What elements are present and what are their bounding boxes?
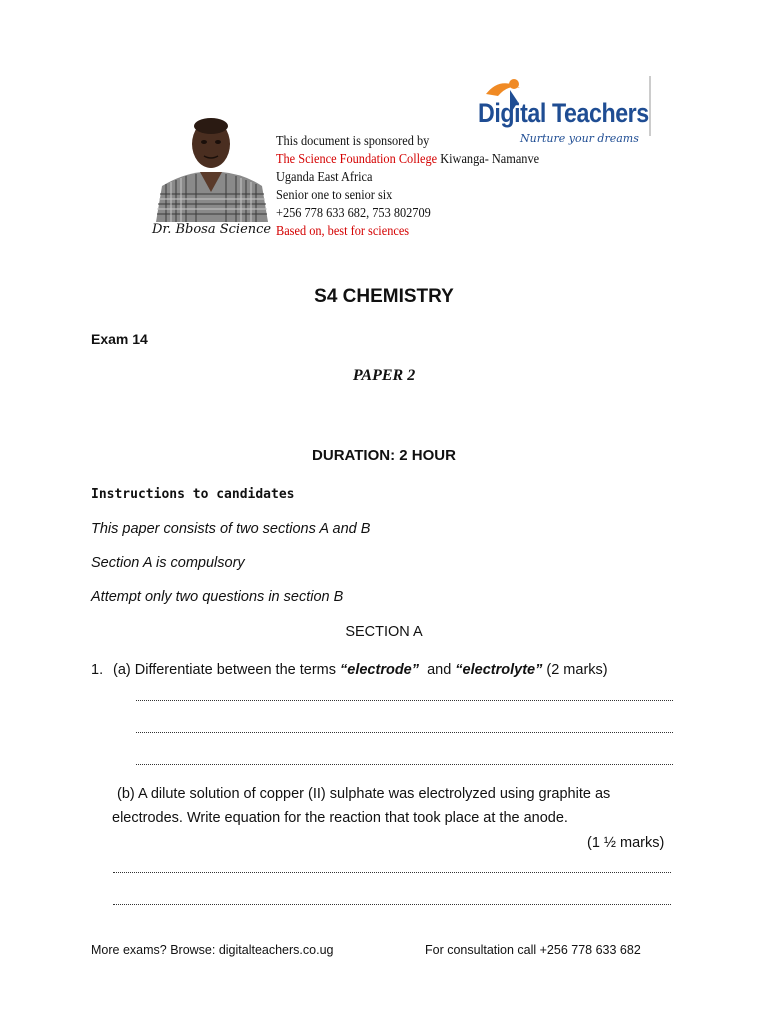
answer-line	[136, 700, 673, 701]
duration-label: DURATION: 2 HOUR	[312, 447, 456, 464]
author-photo	[152, 114, 270, 222]
logo-tagline: Nurture your dreams	[520, 132, 639, 145]
sponsor-slogan: Based on, best for sciences	[276, 224, 410, 239]
question-1a-prefix: (a) Differentiate between the terms	[113, 662, 341, 678]
sponsor-block	[276, 133, 539, 241]
subject-title: S4 CHEMISTRY	[314, 286, 454, 307]
question-1a	[113, 662, 608, 678]
question-1a-marks: (2 marks)	[546, 662, 608, 678]
sponsor-location: Kiwanga- Namanve	[440, 152, 540, 167]
footer-website: More exams? Browse: digitalteachers.co.ug	[91, 943, 334, 957]
question-1b-marks: (1 ½ marks)	[587, 835, 665, 851]
question-1b-line1: (b) A dilute solution of copper (II) sulphate was electrolyzed using graphite as	[117, 786, 611, 802]
question-1a-and: and	[427, 662, 452, 678]
question-number: 1.	[91, 662, 104, 678]
section-heading: SECTION A	[345, 624, 423, 640]
sponsor-line: Senior one to senior six	[276, 188, 393, 203]
term-electrode: “electrode”	[340, 662, 419, 678]
answer-line	[113, 872, 671, 873]
answer-line	[113, 904, 671, 905]
logo-title: Digital Teachers	[478, 98, 649, 128]
instruction-item: This paper consists of two sections A and B	[91, 521, 371, 537]
answer-line	[136, 764, 673, 765]
instruction-item: Section A is compulsory	[91, 555, 245, 571]
sponsor-line: This document is sponsored by	[276, 134, 430, 149]
sponsor-college: The Science Foundation College	[276, 152, 438, 167]
instruction-item: Attempt only two questions in section B	[91, 589, 344, 605]
paper-label: PAPER 2	[352, 367, 416, 384]
footer-contact: For consultation call +256 778 633 682	[425, 943, 641, 957]
photo-caption: Dr. Bbosa Science	[152, 222, 272, 237]
sponsor-phone: +256 778 633 682, 753 802709	[276, 206, 431, 221]
sponsor-line: Uganda East Africa	[276, 170, 373, 185]
instructions-heading: Instructions to candidates	[91, 487, 295, 502]
answer-line	[136, 732, 673, 733]
question-1b-line2: electrodes. Write equation for the reaction that took place at the anode.	[112, 810, 568, 826]
exam-number: Exam 14	[91, 331, 148, 347]
term-electrolyte: “electrolyte”	[455, 662, 543, 678]
